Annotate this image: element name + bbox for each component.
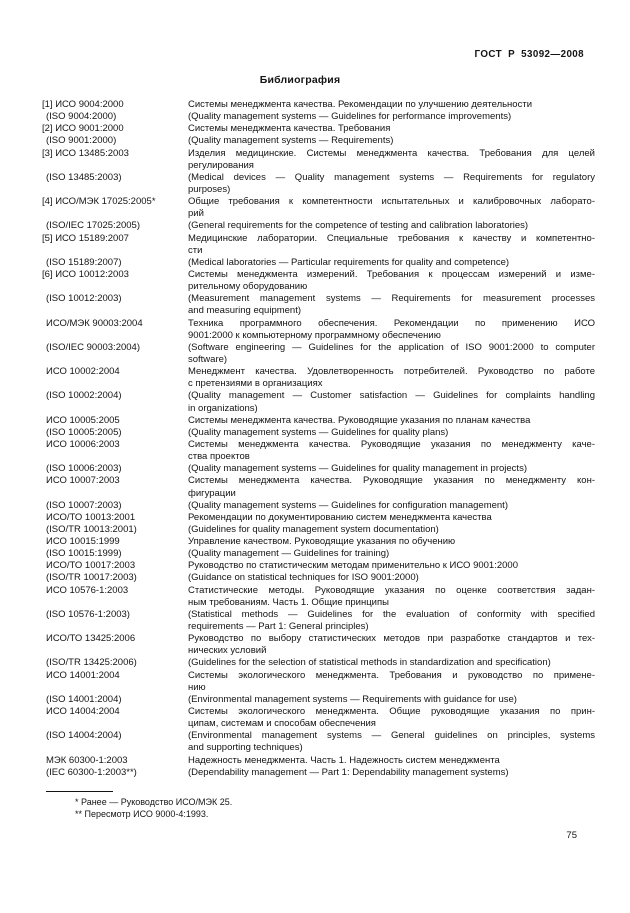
bib-line <box>42 220 595 232</box>
footnote-item: ** Пересмотр ИСО 9000-4:1993. <box>75 808 209 819</box>
bib-ref-label: [5] ИСО 15189:2007 <box>42 232 129 244</box>
bib-ref-label: ИСО 14001:2004 <box>46 669 120 681</box>
bib-line <box>42 706 595 718</box>
bib-ref-label: (ISO 9001:2000) <box>46 135 117 147</box>
bib-ref-text: Медицинские лаборатории. Специальные требования к качеству и компетентно- <box>188 232 595 244</box>
bib-line <box>42 196 595 208</box>
bib-ref-label: (IEC 60300-1:2003**) <box>46 766 137 778</box>
bib-line <box>42 512 595 524</box>
bib-ref-text: (Guidelines for quality management system documentation) <box>188 523 439 535</box>
bib-ref-text: software) <box>188 353 228 365</box>
doc-code-header: ГОСТ Р 53092—2008 <box>474 49 584 60</box>
bib-ref-label: (ISO 10015:1999) <box>46 548 122 560</box>
bib-ref-text: (Measurement management systems — Requirements for measurement processes <box>188 293 595 305</box>
bib-ref-label <box>42 742 188 754</box>
bib-line <box>42 293 595 305</box>
bib-ref-text: Надежность менеджмента. Часть 1. Надежность систем менеджмента <box>188 754 500 766</box>
bib-line <box>42 415 595 427</box>
bib-ref-label: (ISO/IEC 17025:2005) <box>46 220 140 232</box>
bib-ref-label: ИСО/ТО 13425:2006 <box>46 633 136 645</box>
bib-ref-text: and measuring equipment) <box>188 305 302 317</box>
bib-ref-text: нических условий <box>188 645 267 657</box>
bib-ref-label: (ISO 9004:2000) <box>46 111 117 123</box>
footnote-item: * Ранее — Руководство ИСО/МЭК 25. <box>75 797 233 807</box>
footnote-divider <box>46 791 113 792</box>
bib-line <box>42 439 595 451</box>
bib-ref-label: [4] ИСО/МЭК 17025:2005* <box>42 196 156 208</box>
bib-ref-text: ципам, системам и способам обеспечения <box>188 718 376 730</box>
bib-ref-label <box>42 305 188 317</box>
bib-ref-text: (Guidelines for the selection of statistical methods in standardization and specification) <box>188 657 551 669</box>
bib-ref-label: [3] ИСО 13485:2003 <box>42 147 129 159</box>
bib-line <box>42 597 595 609</box>
bib-ref-label <box>42 488 188 500</box>
bib-ref-label <box>42 718 188 730</box>
bib-ref-label: (ISO/TR 13425:2006) <box>46 657 137 669</box>
bib-ref-text: Системы менеджмента качества. Руководящие указания по менеджменту кон- <box>188 475 595 487</box>
bib-line <box>42 657 595 669</box>
bib-ref-text: Техника программного обеспечения. Рекомендации по применению ИСО <box>188 317 595 329</box>
bib-line <box>42 99 595 111</box>
bib-ref-text: фигурации <box>188 487 236 499</box>
bib-ref-label <box>42 403 188 415</box>
bib-line <box>42 742 595 754</box>
bib-line <box>42 233 595 245</box>
bib-ref-label <box>42 184 188 196</box>
bib-ref-label: ИСО/МЭК 90003:2004 <box>46 317 143 329</box>
bib-line <box>42 572 595 584</box>
bib-ref-text: Системы экологического менеджмента. Требования и руководство по примене- <box>188 669 595 681</box>
bib-ref-text: (Statistical methods — Guidelines for the evaluation of conformity with specified <box>188 608 595 620</box>
bib-ref-text: (Quality management systems — Guidelines for quality plans) <box>188 426 449 438</box>
bib-ref-text: (Environmental management systems — Requirements with guidance for use) <box>188 693 517 705</box>
bib-ref-label: ИСО 10007:2003 <box>46 475 120 487</box>
bib-ref-text: Рекомендации по документированию систем менеджмента качества <box>188 511 492 523</box>
bib-ref-label <box>42 645 188 657</box>
bib-ref-label <box>42 378 188 390</box>
bib-line <box>42 524 595 536</box>
bib-ref-label <box>42 354 188 366</box>
bib-ref-label: (ISO 14001:2004) <box>46 693 122 705</box>
bib-line <box>42 718 595 730</box>
bib-ref-text: Изделия медицинские. Системы менеджмента качества. Требования для целей <box>188 147 595 159</box>
bib-ref-label <box>42 451 188 463</box>
page-number: 75 <box>566 830 577 841</box>
bib-ref-text: Системы менеджмента качества. Руководящие указания по планам качества <box>188 414 531 426</box>
bib-line <box>42 548 595 560</box>
bib-ref-text: Общие требования к компетентности испытательных и калибровочных лаборато- <box>188 196 595 208</box>
bib-ref-label: (ISO 13485:2003) <box>46 171 122 183</box>
bib-ref-text: ным требованиям. Часть 1. Общие принципы <box>188 596 389 608</box>
bib-ref-text: Системы экологического менеджмента. Общие руководящие указания по прин- <box>188 706 595 718</box>
bib-ref-label: (ISO 10576-1:2003) <box>46 608 130 620</box>
bib-line <box>42 694 595 706</box>
bib-line <box>42 403 595 415</box>
bib-ref-text: регулирования <box>188 159 254 171</box>
bib-line <box>42 633 595 645</box>
bib-ref-label <box>42 621 188 633</box>
bib-ref-label: ИСО 14004:2004 <box>46 706 120 718</box>
bib-line <box>42 560 595 572</box>
bib-line <box>42 208 595 220</box>
bib-ref-label: ИСО/ТО 10013:2001 <box>46 511 136 523</box>
bib-ref-label <box>42 208 188 220</box>
bib-ref-label: [1] ИСО 9004:2000 <box>42 99 124 110</box>
bib-ref-text: (General requirements for the competence of testing and calibration laboratories) <box>188 220 529 232</box>
bibliography-list <box>42 99 595 779</box>
bib-line <box>42 135 595 147</box>
bib-line <box>42 427 595 439</box>
bib-ref-label: ИСО 10576-1:2003 <box>46 584 129 596</box>
bib-ref-text: сти <box>188 244 203 256</box>
footnotes <box>46 797 590 820</box>
bib-ref-text: (Software engineering — Guidelines for the application of ISO 9001:2000 to computer <box>188 341 595 353</box>
bib-line <box>42 172 595 184</box>
bib-ref-label <box>42 682 188 694</box>
bib-ref-text: (Quality management — Customer satisfaction — Guidelines for complaints handling <box>188 390 595 402</box>
bib-ref-label: (ISO 10007:2003) <box>46 499 122 511</box>
bib-ref-text: Системы менеджмента измерений. Требования к процессам измерений и изме- <box>188 268 595 280</box>
bib-line <box>42 682 595 694</box>
bib-ref-label: МЭК 60300-1:2003 <box>46 754 128 766</box>
bib-line <box>42 123 595 135</box>
bib-ref-text: 9001:2000 к компьютерному программному обеспечению <box>188 329 441 341</box>
bib-line <box>42 305 595 317</box>
bib-line <box>42 500 595 512</box>
bib-line <box>42 609 595 621</box>
bib-line <box>42 111 595 123</box>
bib-line <box>42 354 595 366</box>
bib-ref-label: (ISO 10005:2005) <box>46 426 122 438</box>
bib-line <box>42 670 595 682</box>
bib-ref-text: (Quality management systems — Requirements) <box>188 135 394 147</box>
bib-line <box>42 767 595 779</box>
bib-ref-label: [2] ИСО 9001:2000 <box>42 123 124 135</box>
bib-ref-text: Системы менеджмента качества. Требования <box>188 123 391 135</box>
bib-ref-text: and supporting techniques) <box>188 742 303 754</box>
bib-line <box>42 488 595 500</box>
bib-line <box>42 645 595 657</box>
bib-ref-text: (Quality management — Guidelines for training) <box>188 548 390 560</box>
bib-ref-label: (ISO/IEC 90003:2004) <box>46 341 140 353</box>
bib-ref-label <box>42 597 188 609</box>
page-title: Библиография <box>259 74 341 86</box>
bib-line <box>42 257 595 269</box>
bib-ref-label <box>42 160 188 172</box>
bib-ref-label: (ISO 10002:2004) <box>46 390 122 402</box>
bib-line <box>42 184 595 196</box>
bib-ref-label <box>42 330 188 342</box>
bib-ref-text: in organizations) <box>188 402 258 414</box>
bib-ref-text: нию <box>188 681 206 693</box>
bib-ref-label: (ISO 10006:2003) <box>46 463 122 475</box>
bib-line <box>42 475 595 487</box>
bib-line <box>42 536 595 548</box>
bib-ref-text: (Quality management systems — Guidelines for performance improvements) <box>188 111 512 123</box>
bib-line <box>42 245 595 257</box>
bib-ref-text: (Dependability management — Part 1: Dependability management systems) <box>188 766 509 778</box>
bib-ref-label: (ISO 15189:2007) <box>46 256 122 268</box>
bib-ref-text: (Quality management systems — Guidelines for quality management in projects) <box>188 463 527 475</box>
bib-ref-text: (Guidance on statistical techniques for ISO 9001:2000) <box>188 572 419 584</box>
bib-ref-text: рий <box>188 208 204 220</box>
bib-line <box>42 160 595 172</box>
bib-line <box>42 755 595 767</box>
bib-ref-text: (Medical devices — Quality management systems — Requirements for regulatory <box>188 171 595 183</box>
bib-ref-text: Системы менеджмента качества. Рекомендации по улучшению деятельности <box>188 99 532 110</box>
bib-ref-text: (Quality management systems — Guidelines for configuration management) <box>188 499 508 511</box>
bib-ref-label: [6] ИСО 10012:2003 <box>42 268 129 280</box>
bib-line <box>42 585 595 597</box>
bib-ref-text: Руководство по статистическим методам применительно к ИСО 9001:2000 <box>188 560 518 572</box>
bib-ref-label <box>42 281 188 293</box>
bib-line <box>42 378 595 390</box>
bib-ref-text: ства проектов <box>188 451 250 463</box>
bib-ref-text: Менеджмент качества. Удовлетворенность потребителей. Руководство по работе <box>188 366 595 378</box>
bib-ref-label: ИСО 10002:2004 <box>46 366 120 378</box>
bib-ref-label: (ISO/TR 10013:2001) <box>46 523 137 535</box>
bib-ref-label: ИСО 10015:1999 <box>46 536 120 548</box>
bib-line <box>42 342 595 354</box>
bib-line <box>42 730 595 742</box>
bib-ref-text: рительному оборудованию <box>188 281 308 293</box>
bib-ref-label: ИСО/ТО 10017:2003 <box>46 560 136 572</box>
bib-ref-label: (ISO 10012:2003) <box>46 293 122 305</box>
bib-line <box>42 148 595 160</box>
bib-ref-label: ИСО 10005:2005 <box>46 414 120 426</box>
bib-ref-text: Системы менеджмента качества. Руководящие указания по менеджменту каче- <box>188 438 595 450</box>
bib-line <box>42 281 595 293</box>
bib-line <box>42 269 595 281</box>
bib-line <box>42 366 595 378</box>
bib-ref-text: с претензиями в организациях <box>188 378 323 390</box>
bib-ref-text: requirements — Part 1: General principles) <box>188 621 369 633</box>
bib-ref-text: (Environmental management systems — General guidelines on principles, systems <box>188 730 595 742</box>
bib-line <box>42 390 595 402</box>
bib-ref-text: Руководство по выбору статистических методов при разработке стандартов и тех- <box>188 633 595 645</box>
bib-line <box>42 451 595 463</box>
bib-ref-label <box>42 245 188 257</box>
bib-line <box>42 463 595 475</box>
bib-line <box>42 330 595 342</box>
bib-ref-text: Статистические методы. Руководящие указания по оценке соответствия задан- <box>188 584 595 596</box>
bib-ref-label: (ISO 14004:2004) <box>46 730 122 742</box>
bib-ref-text: (Medical laboratories — Particular requirements for quality and competence) <box>188 256 510 268</box>
bib-line <box>42 621 595 633</box>
bib-ref-label: ИСО 10006:2003 <box>46 438 120 450</box>
bib-ref-text: purposes) <box>188 183 231 195</box>
bib-ref-label: (ISO/TR 10017:2003) <box>46 572 137 584</box>
bib-ref-text: Управление качеством. Руководящие указания по обучению <box>188 536 456 548</box>
bib-line <box>42 318 595 330</box>
